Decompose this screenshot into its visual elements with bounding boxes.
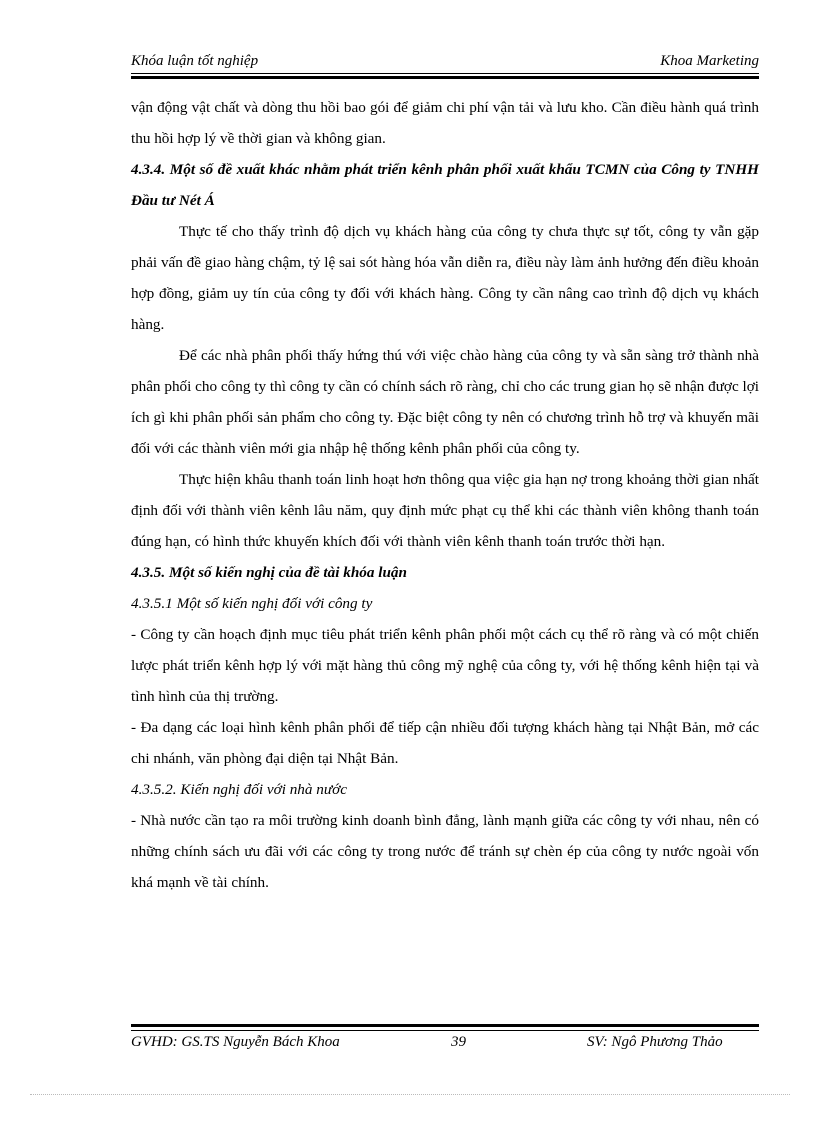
bullet-company-strategy: - Công ty cần hoạch định mục tiêu phát triển kênh phân phối một cách cụ thể rõ ràng và có một chiến lược phát triển kênh hợp lý với mặt hàng thủ công mỹ nghệ của công ty, với hệ thống kênh hiện tại và tình hình của thị trường. <box>131 626 759 705</box>
subsection-heading-4-3-5-2: 4.3.5.2. Kiến nghị đối với nhà nước <box>131 781 348 798</box>
bullet-channel-diversity: - Đa dạng các loại hình kênh phân phối để tiếp cận nhiều đối tượng khách hàng tại Nhật Bản, mở các chi nhánh, văn phòng đại diện tại Nhật Bản. <box>131 719 759 767</box>
header-rule-thick <box>131 76 759 79</box>
header-rule-thin <box>131 73 759 74</box>
paragraph-customer-service: Thực tế cho thấy trình độ dịch vụ khách hàng của công ty chưa thực sự tốt, công ty vẫn gặp phải vấn đề giao hàng chậm, tỷ lệ sai sót hàng hóa vẫn diễn ra, điều này làm ảnh hưởng đến điều khoản hợp đồng, giảm uy tín của công ty đối với khách hàng. Công ty cần nâng cao trình độ dịch vụ khách hàng. <box>131 223 759 333</box>
header-faculty-label: Khoa Marketing <box>660 53 759 69</box>
section-heading-4-3-4: 4.3.4. Một số đề xuất khác nhằm phát triển kênh phân phối xuất khẩu TCMN của Công ty TNHH Đầu tư Nét Á <box>131 161 759 209</box>
header-thesis-label: Khóa luận tốt nghiệp <box>131 53 259 69</box>
footer-page-number: 39 <box>451 1034 466 1050</box>
footer-rule-thin <box>131 1030 759 1031</box>
page-body <box>131 92 759 898</box>
paragraph-payment: Thực hiện khâu thanh toán linh hoạt hơn thông qua việc gia hạn nợ trong khoảng thời gian nhất định đối với thành viên kênh lâu năm, quy định mức phạt cụ thể khi các thành viên không thanh toán đúng hạn, có hình thức khuyến khích đối với thành viên kênh thanh toán trước thời hạn. <box>131 471 759 550</box>
bullet-state-recommendation: - Nhà nước cần tạo ra môi trường kinh doanh bình đẳng, lành mạnh giữa các công ty với nhau, nên có những chính sách ưu đãi với các công ty trong nước để tránh sự chèn ép của công ty nước ngoài vốn khá mạnh về tài chính. <box>131 812 759 891</box>
footer-student: SV: Ngô Phương Thảo <box>587 1034 723 1050</box>
footer-rule-thick <box>131 1024 759 1027</box>
subsection-heading-4-3-5-1: 4.3.5.1 Một số kiến nghị đối với công ty <box>131 595 373 612</box>
page-footer <box>131 1034 759 1058</box>
paragraph-continuation: vận động vật chất và dòng thu hồi bao gói để giảm chi phí vận tải và lưu kho. Cần điều hành quá trình thu hồi hợp lý về thời gian và không gian. <box>131 99 759 147</box>
section-heading-4-3-5: 4.3.5. Một số kiến nghị của đề tài khóa luận <box>131 564 407 581</box>
page-bottom-divider <box>30 1094 790 1095</box>
footer-supervisor: GVHD: GS.TS Nguyễn Bách Khoa <box>131 1034 340 1050</box>
paragraph-distributor-policy: Để các nhà phân phối thấy hứng thú với việc chào hàng của công ty và sẵn sàng trở thành nhà phân phối cho công ty thì công ty cần có chính sách rõ ràng, chỉ cho các trung gian họ sẽ nhận được lợi ích gì khi phân phối sản phẩm cho công ty. Đặc biệt công ty nên có chương trình hỗ trợ và khuyến mãi đối với các thành viên mới gia nhập hệ thống kênh phân phối của công ty. <box>131 347 759 457</box>
